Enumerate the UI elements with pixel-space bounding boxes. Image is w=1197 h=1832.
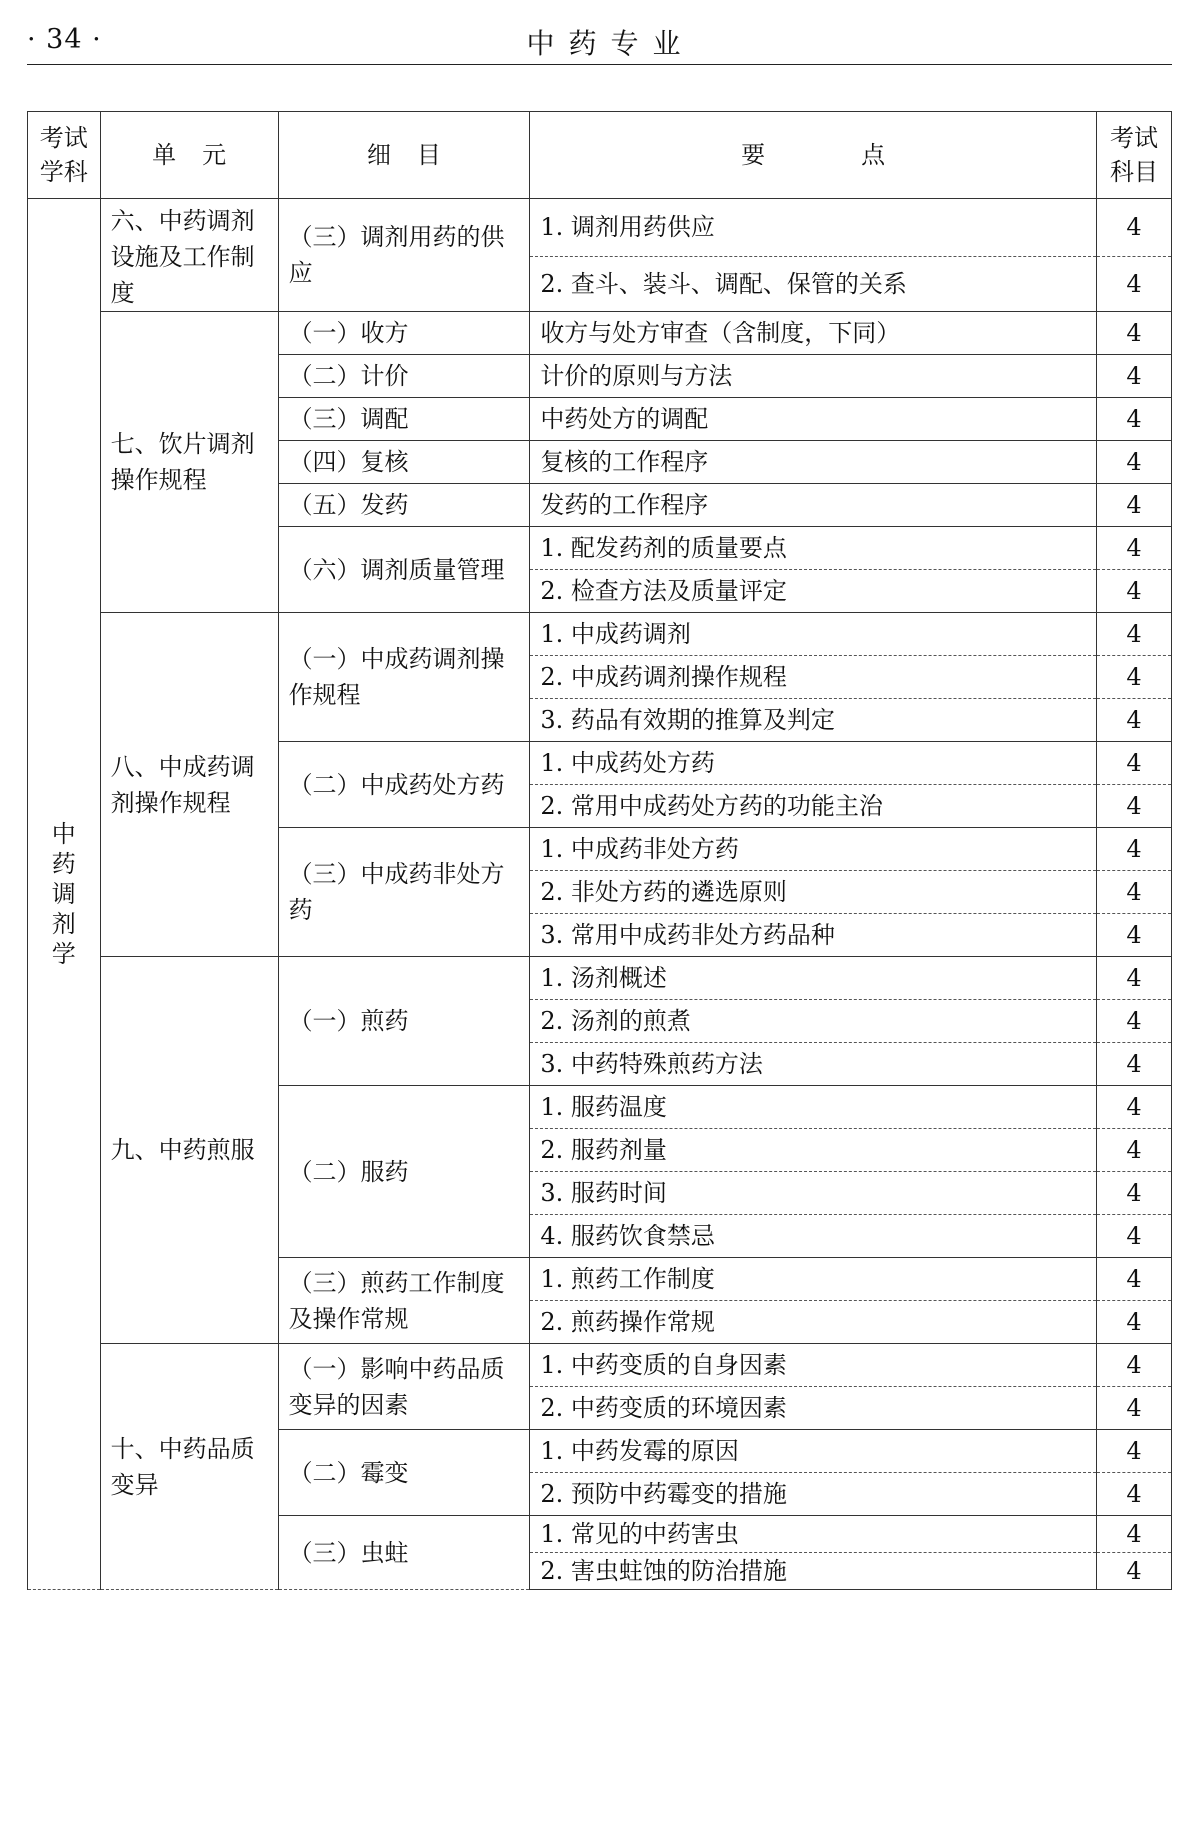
score-cell: 4 [1097,398,1172,441]
header-score: 考试 科目 [1097,112,1172,199]
point-cell: 2. 检查方法及质量评定 [530,570,1097,613]
score-cell: 4 [1097,1344,1172,1387]
header-detail: 细目 [278,112,530,199]
point-cell: 1. 中成药调剂 [530,613,1097,656]
point-cell: 2. 服药剂量 [530,1129,1097,1172]
score-cell: 4 [1097,1301,1172,1344]
point-cell: 发药的工作程序 [530,484,1097,527]
table-row [28,613,1172,656]
detail-cell: （三）虫蛀 [278,1516,530,1590]
point-cell: 2. 查斗、装斗、调配、保管的关系 [530,256,1097,311]
point-cell: 1. 调剂用药供应 [530,199,1097,257]
score-cell: 4 [1097,656,1172,699]
score-cell: 4 [1097,1129,1172,1172]
score-cell: 4 [1097,1043,1172,1086]
detail-cell: （三）调配 [278,398,530,441]
point-cell: 1. 中药发霉的原因 [530,1430,1097,1473]
score-cell: 4 [1097,1172,1172,1215]
point-cell: 2. 中药变质的环境因素 [530,1387,1097,1430]
point-cell: 收方与处方审查（含制度，下同） [530,312,1097,355]
score-cell: 4 [1097,570,1172,613]
unit-cell: 六、中药调剂设施及工作制度 [100,199,278,312]
table-row [28,1344,1172,1387]
score-cell: 4 [1097,355,1172,398]
point-cell: 1. 常见的中药害虫 [530,1516,1097,1553]
detail-cell: （一）中成药调剂操作规程 [278,613,530,742]
detail-cell: （三）调剂用药的供应 [278,199,530,312]
detail-cell: （六）调剂质量管理 [278,527,530,613]
point-cell: 2. 常用中成药处方药的功能主治 [530,785,1097,828]
table-row [28,199,1172,257]
point-cell: 复核的工作程序 [530,441,1097,484]
point-cell: 3. 中药特殊煎药方法 [530,1043,1097,1086]
score-cell: 4 [1097,1215,1172,1258]
score-cell: 4 [1097,1387,1172,1430]
unit-cell: 九、中药煎服 [100,957,278,1344]
page-number: · 34 · [27,24,102,55]
unit-cell: 八、中成药调剂操作规程 [100,613,278,957]
score-cell: 4 [1097,441,1172,484]
header-unit: 单元 [100,112,278,199]
point-cell: 1. 汤剂概述 [530,957,1097,1000]
point-cell: 2. 中成药调剂操作规程 [530,656,1097,699]
score-cell: 4 [1097,1430,1172,1473]
point-cell: 3. 药品有效期的推算及判定 [530,699,1097,742]
score-cell: 4 [1097,312,1172,355]
point-cell: 2. 煎药操作常规 [530,1301,1097,1344]
detail-cell: （三）中成药非处方药 [278,828,530,957]
score-cell: 4 [1097,1258,1172,1301]
point-cell: 1. 配发药剂的质量要点 [530,527,1097,570]
score-cell: 4 [1097,785,1172,828]
detail-cell: （二）服药 [278,1086,530,1258]
score-cell: 4 [1097,871,1172,914]
header-subject: 考试 学科 [28,112,101,199]
syllabus-table [27,111,1172,1590]
point-cell: 1. 中药变质的自身因素 [530,1344,1097,1387]
score-cell: 4 [1097,957,1172,1000]
score-cell: 4 [1097,256,1172,311]
point-cell: 3. 服药时间 [530,1172,1097,1215]
detail-cell: （二）计价 [278,355,530,398]
score-cell: 4 [1097,613,1172,656]
score-cell: 4 [1097,828,1172,871]
point-cell: 中药处方的调配 [530,398,1097,441]
page-title: 中药专业 [526,27,695,60]
unit-cell: 七、饮片调剂操作规程 [100,312,278,613]
detail-cell: （一）收方 [278,312,530,355]
detail-cell: （一）影响中药品质变异的因素 [278,1344,530,1430]
detail-cell: （四）复核 [278,441,530,484]
point-cell: 2. 非处方药的遴选原则 [530,871,1097,914]
score-cell: 4 [1097,199,1172,257]
detail-cell: （五）发药 [278,484,530,527]
detail-cell: （一）煎药 [278,957,530,1086]
point-cell: 1. 中成药处方药 [530,742,1097,785]
score-cell: 4 [1097,1086,1172,1129]
point-cell: 1. 中成药非处方药 [530,828,1097,871]
point-cell: 2. 汤剂的煎煮 [530,1000,1097,1043]
point-cell: 4. 服药饮食禁忌 [530,1215,1097,1258]
point-cell: 2. 害虫蛀蚀的防治措施 [530,1553,1097,1590]
header-points: 要点 [530,112,1097,199]
score-cell: 4 [1097,914,1172,957]
score-cell: 4 [1097,1553,1172,1590]
subject-cell [28,199,101,1590]
detail-cell: （二）中成药处方药 [278,742,530,828]
detail-cell: （三）煎药工作制度及操作常规 [278,1258,530,1344]
score-cell: 4 [1097,1516,1172,1553]
score-cell: 4 [1097,1473,1172,1516]
unit-cell: 十、中药品质变异 [100,1344,278,1590]
point-cell: 1. 服药温度 [530,1086,1097,1129]
subject-label: 中药调剂学 [51,820,76,968]
point-cell: 1. 煎药工作制度 [530,1258,1097,1301]
score-cell: 4 [1097,484,1172,527]
point-cell: 3. 常用中成药非处方药品种 [530,914,1097,957]
score-cell: 4 [1097,742,1172,785]
point-cell: 2. 预防中药霉变的措施 [530,1473,1097,1516]
score-cell: 4 [1097,699,1172,742]
score-cell: 4 [1097,527,1172,570]
table-header-row [28,112,1172,199]
table-row [28,957,1172,1000]
point-cell: 计价的原则与方法 [530,355,1097,398]
detail-cell: （二）霉变 [278,1430,530,1516]
score-cell: 4 [1097,1000,1172,1043]
table-row [28,312,1172,355]
